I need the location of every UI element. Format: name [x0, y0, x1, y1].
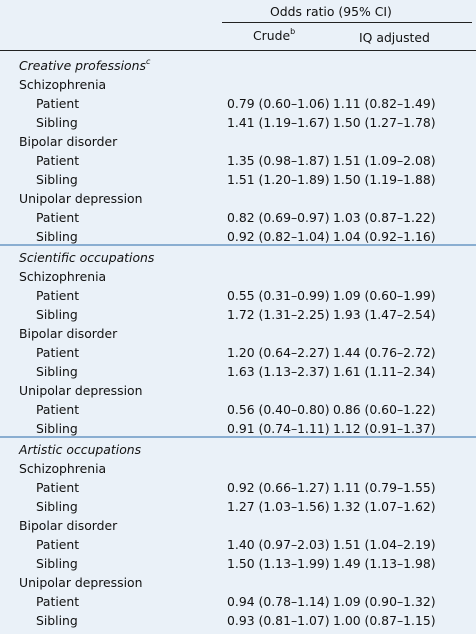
row-label: Patient — [36, 153, 80, 168]
row-label: Sibling — [36, 115, 78, 130]
crude-value: 1.27 (1.03–1.56) — [227, 499, 330, 514]
iq-adjusted-value: 1.50 (1.19–1.88) — [333, 172, 436, 187]
row-label: Sibling — [36, 421, 78, 436]
crude-value: 1.51 (1.20–1.89) — [227, 172, 330, 187]
group-name: Bipolar disorder — [19, 518, 118, 533]
row-label: Sibling — [36, 307, 78, 322]
crude-value: 0.55 (0.31–0.99) — [227, 288, 330, 303]
section-divider — [0, 244, 476, 246]
row-label: Sibling — [36, 499, 78, 514]
crude-value: 1.41 (1.19–1.67) — [227, 115, 330, 130]
section-title-text: Creative professions — [19, 58, 146, 73]
crude-value: 0.92 (0.66–1.27) — [227, 480, 330, 495]
crude-value: 0.82 (0.69–0.97) — [227, 210, 330, 225]
crude-value: 0.94 (0.78–1.14) — [227, 594, 330, 609]
iq-adjusted-value: 1.49 (1.13–1.98) — [333, 556, 436, 571]
iq-adjusted-value: 0.86 (0.60–1.22) — [333, 402, 436, 417]
iq-adjusted-value: 1.11 (0.82–1.49) — [333, 96, 436, 111]
iq-adjusted-value: 1.11 (0.79–1.55) — [333, 480, 436, 495]
section-title-text: Scientific occupations — [19, 250, 155, 265]
header-iq-adjusted-label: IQ adjusted — [359, 30, 430, 45]
crude-value: 1.63 (1.13–2.37) — [227, 364, 330, 379]
group-name: Unipolar depression — [19, 191, 143, 206]
section-title — [19, 58, 150, 74]
section-title — [19, 250, 154, 266]
group-name: Schizophrenia — [19, 269, 107, 284]
crude-value: 1.72 (1.31–2.25) — [227, 307, 330, 322]
crude-value: 0.92 (0.82–1.04) — [227, 229, 330, 244]
row-label: Patient — [36, 402, 80, 417]
crude-value: 0.93 (0.81–1.07) — [227, 613, 330, 628]
iq-adjusted-value: 1.09 (0.60–1.99) — [333, 288, 436, 303]
iq-adjusted-value: 1.50 (1.27–1.78) — [333, 115, 436, 130]
iq-adjusted-value: 1.03 (0.87–1.22) — [333, 210, 436, 225]
iq-adjusted-value: 1.51 (1.09–2.08) — [333, 153, 436, 168]
section-title-footnote: c — [145, 56, 151, 66]
crude-value: 1.20 (0.64–2.27) — [227, 345, 330, 360]
section-title — [19, 442, 141, 458]
row-label: Sibling — [36, 172, 78, 187]
header-bottom-rule — [0, 50, 476, 51]
row-label: Patient — [36, 537, 80, 552]
crude-value: 0.56 (0.40–0.80) — [227, 402, 330, 417]
row-label: Patient — [36, 288, 80, 303]
crude-value: 1.40 (0.97–2.03) — [227, 537, 330, 552]
iq-adjusted-value: 1.09 (0.90–1.32) — [333, 594, 436, 609]
row-label: Sibling — [36, 556, 78, 571]
group-name: Schizophrenia — [19, 461, 107, 476]
iq-adjusted-value: 1.04 (0.92–1.16) — [333, 229, 436, 244]
header-group-label: Odds ratio (95% CI) — [270, 4, 392, 19]
group-name: Schizophrenia — [19, 77, 107, 92]
row-label: Sibling — [36, 613, 78, 628]
header-crude-cell — [253, 28, 295, 43]
iq-adjusted-value: 1.44 (0.76–2.72) — [333, 345, 436, 360]
group-name: Bipolar disorder — [19, 134, 118, 149]
section-title-text: Artistic occupations — [19, 442, 142, 457]
group-name: Unipolar depression — [19, 383, 143, 398]
iq-adjusted-value: 1.51 (1.04–2.19) — [333, 537, 436, 552]
iq-adjusted-value: 1.32 (1.07–1.62) — [333, 499, 436, 514]
crude-value: 0.79 (0.60–1.06) — [227, 96, 330, 111]
row-label: Sibling — [36, 229, 78, 244]
crude-value: 0.91 (0.74–1.11) — [227, 421, 330, 436]
iq-adjusted-value: 1.93 (1.47–2.54) — [333, 307, 436, 322]
group-name: Bipolar disorder — [19, 326, 118, 341]
section-divider — [0, 436, 476, 438]
row-label: Sibling — [36, 364, 78, 379]
row-label: Patient — [36, 210, 80, 225]
row-label: Patient — [36, 594, 80, 609]
header-group-rule — [222, 22, 472, 23]
row-label: Patient — [36, 96, 80, 111]
header-crude-label: Crude — [253, 28, 291, 43]
header-crude-footnote: b — [290, 26, 296, 36]
crude-value: 1.50 (1.13–1.99) — [227, 556, 330, 571]
crude-value: 1.35 (0.98–1.87) — [227, 153, 330, 168]
iq-adjusted-value: 1.61 (1.11–2.34) — [333, 364, 436, 379]
group-name: Unipolar depression — [19, 575, 143, 590]
row-label: Patient — [36, 480, 80, 495]
iq-adjusted-value: 1.12 (0.91–1.37) — [333, 421, 436, 436]
row-label: Patient — [36, 345, 80, 360]
iq-adjusted-value: 1.00 (0.87–1.15) — [333, 613, 436, 628]
